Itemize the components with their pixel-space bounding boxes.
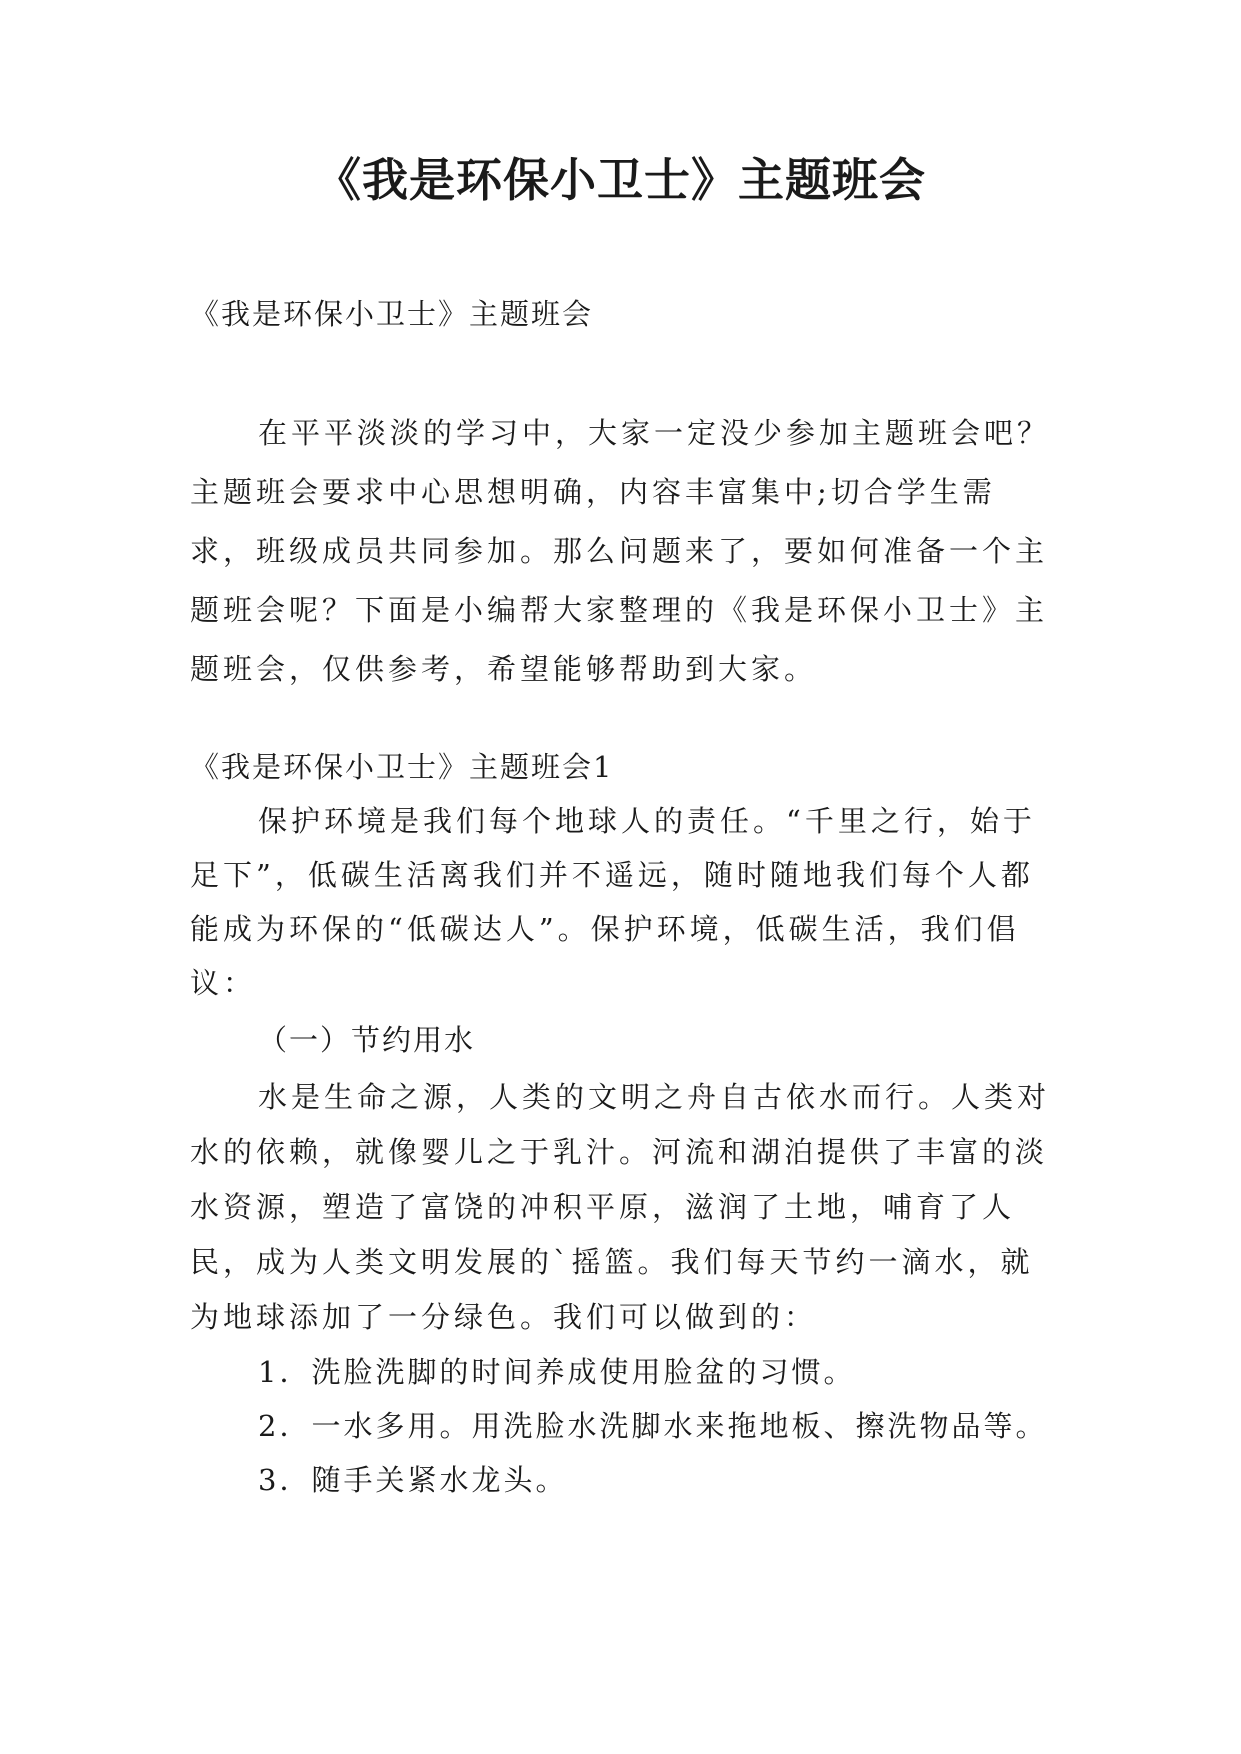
document-title: 《我是环保小卫士》主题班会 <box>315 153 926 207</box>
section-1 <box>190 740 1050 1507</box>
water-subheading: （一）节约用水 <box>258 1023 476 1057</box>
list-item: 2．一水多用。用洗脸水洗脚水来拖地板、擦洗物品等。 <box>258 1409 1048 1443</box>
document-subtitle: 《我是环保小卫士》主题班会 <box>190 297 594 331</box>
section-heading: 《我是环保小卫士》主题班会1 <box>190 750 614 784</box>
section-paragraph: 保护环境是我们每个地球人的责任。“千里之行，始于足下”，低碳生活离我们并不遥远，随时随地我们每个人都能成为环保的“低碳达人”。保护环境，低碳生活，我们倡议： <box>190 804 1036 1000</box>
water-paragraph: 水是生命之源，人类的文明之舟自古依水而行。人类对水的依赖，就像婴儿之于乳汁。河流和湖泊提供了丰富的淡水资源，塑造了富饶的冲积平原，滋润了土地，哺育了人民，成为人类文明发展的`摇篮。我们每天节约一滴水，就为地球添加了一分绿色。我们可以做到的： <box>190 1080 1051 1334</box>
list-item: 1．洗脸洗脚的时间养成使用脸盆的习惯。 <box>258 1355 856 1389</box>
list-item: 3．随手关紧水龙头。 <box>258 1463 568 1497</box>
intro-paragraph: 在平平淡淡的学习中，大家一定没少参加主题班会吧？主题班会要求中心思想明确，内容丰富集中;切合学生需求，班级成员共同参加。那么问题来了，要如何准备一个主题班会呢？下面是小编帮大家整理的《我是环保小卫士》主题班会，仅供参考，希望能够帮助到大家。 <box>190 416 1051 686</box>
